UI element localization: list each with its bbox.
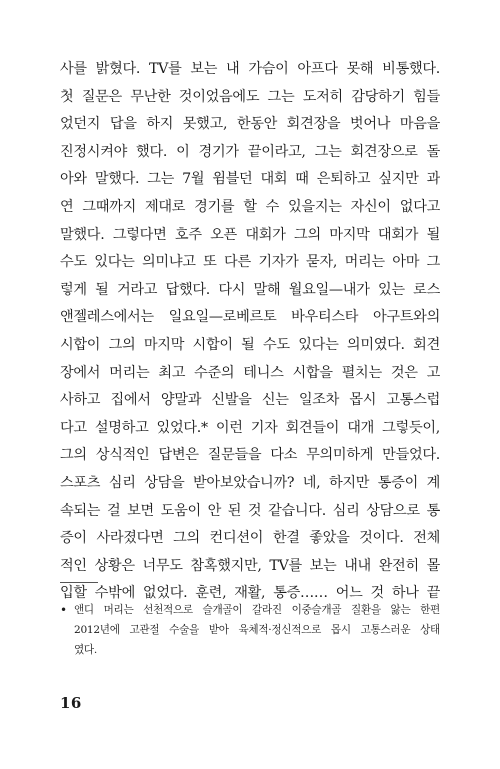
body-line: 연 그때까지 제대로 경기를 할 수 있을지는 자신이 없다고 — [60, 198, 440, 215]
body-line: 말했다. 그렇다면 호주 오픈 대회가 그의 마지막 대회가 될 — [60, 226, 440, 243]
footnote-divider — [60, 582, 98, 583]
body-line: 렇게 될 거라고 답했다. 다시 말해 월요일—내가 있는 로스 — [60, 281, 440, 298]
body-line: 장에서 머리는 최고 수준의 테니스 시합을 펼치는 것은 고 — [60, 364, 440, 381]
body-line: 속되는 걸 보면 도움이 안 된 것 같습니다. 심리 상담으로 통 — [60, 502, 440, 519]
body-line: 스포츠 심리 상담을 받아보았습니까? 네, 하지만 통증이 계 — [60, 474, 440, 491]
body-line: 증이 사라졌다면 그의 컨디션이 한결 좋았을 것이다. 전체 — [60, 530, 440, 547]
body-line: 었던지 답을 하지 못했고, 한동안 회견장을 벗어나 마음을 — [60, 116, 440, 133]
body-line: 아와 말했다. 그는 7월 윔블던 대회 때 은퇴하고 싶지만 과 — [60, 171, 440, 188]
body-line: 수도 있다는 의미냐고 또 다른 기자가 묻자, 머리는 아마 그 — [60, 254, 440, 271]
body-line: 입할 수밖에 없었다. 훈련, 재활, 통증…… 어느 것 하나 끝 — [60, 585, 440, 602]
page-number: 16 — [60, 694, 82, 712]
body-line: 진정시켜야 했다. 이 경기가 끝이라고, 그는 회견장으로 돌 — [60, 143, 440, 160]
body-line: 다고 설명하고 있었다.* 이런 기자 회견들이 대개 그렇듯이, — [60, 419, 440, 436]
footnote-line: 앤디 머리는 선천적으로 슬개골이 갈라진 이중슬개골 질환을 앓는 한편 — [74, 604, 440, 616]
body-line: 그의 상식적인 답변은 질문들을 다소 무의미하게 만들었다. — [60, 447, 440, 464]
footnote-line: 2012년에 고관절 수술을 받아 육체적·정신적으로 몹시 고통스러운 상태 — [74, 624, 440, 636]
footnote — [60, 600, 440, 660]
body-line: 사하고 집에서 양말과 신발을 신는 일조차 몹시 고통스럽 — [60, 392, 440, 409]
body-text — [60, 56, 440, 608]
body-line: 앤젤레스에서는 일요일—로베르토 바우티스타 아구트와의 — [60, 309, 440, 326]
body-line: 첫 질문은 무난한 것이었음에도 그는 도저히 감당하기 힘들 — [60, 88, 440, 105]
body-line: 사를 밝혔다. TV를 보는 내 가슴이 아프다 못해 비통했다. — [60, 61, 440, 77]
body-line: 시합이 그의 마지막 시합이 될 수도 있다는 의미였다. 회견 — [60, 336, 440, 353]
footnote-marker: • — [60, 603, 67, 617]
body-line: 적인 상황은 너무도 참혹했지만, TV를 보는 내내 완전히 몰 — [60, 557, 440, 574]
footnote-line: 였다. — [74, 644, 97, 656]
